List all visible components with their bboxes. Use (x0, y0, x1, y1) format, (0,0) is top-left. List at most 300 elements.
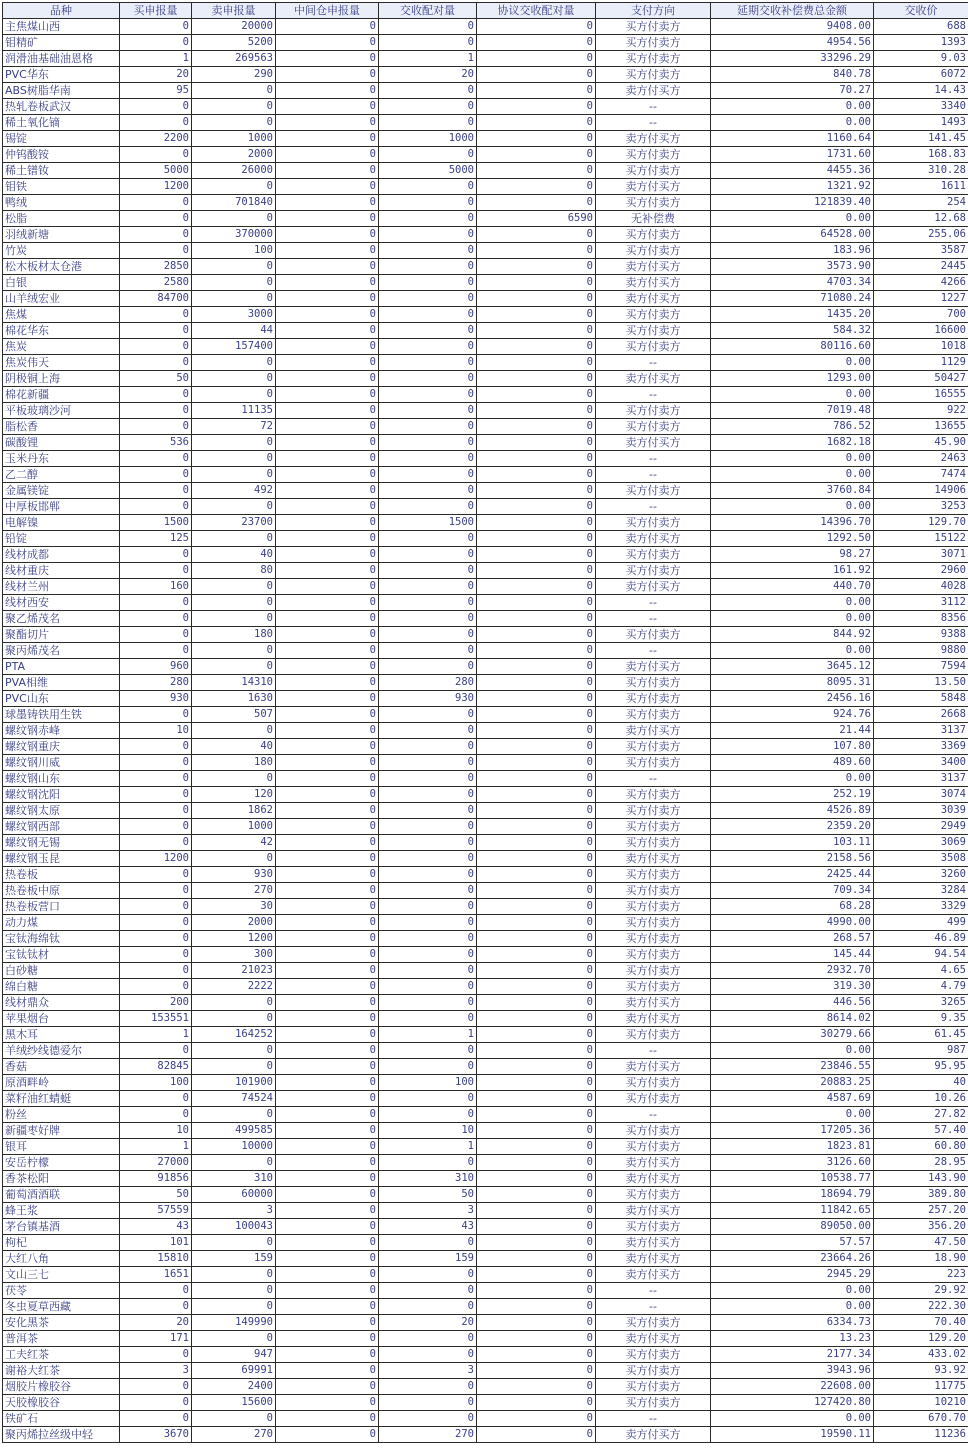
delivery-price-cell: 3074 (874, 787, 968, 803)
buy-qty-cell: 0 (120, 35, 192, 51)
buy-qty-cell: 171 (120, 1331, 192, 1347)
agreement-matched-qty-cell: 0 (477, 451, 596, 467)
header-sell-qty: 卖申报量 (192, 3, 276, 19)
delivery-matched-qty-cell: 0 (379, 179, 477, 195)
table-row (3, 1427, 968, 1443)
payment-direction-cell: 买方付卖方 (596, 1091, 711, 1107)
table-row (3, 1123, 968, 1139)
delivery-price-cell: 40 (874, 1075, 968, 1091)
middle-warehouse-qty-cell: 0 (276, 947, 379, 963)
buy-qty-cell: 0 (120, 963, 192, 979)
commodity-cell: 新疆枣好牌 (3, 1123, 120, 1139)
delivery-price-cell: 12.68 (874, 211, 968, 227)
commodity-cell: 焦炭 (3, 339, 120, 355)
buy-qty-cell: 0 (120, 1379, 192, 1395)
delivery-price-cell: 3340 (874, 99, 968, 115)
commodity-cell: 金属镁锭 (3, 483, 120, 499)
buy-qty-cell: 0 (120, 467, 192, 483)
compensation-total-cell: 2359.20 (711, 819, 874, 835)
header-deferred-compensation-total: 延期交收补偿费总金额 (711, 3, 874, 19)
table-row (3, 1267, 968, 1283)
agreement-matched-qty-cell: 0 (477, 627, 596, 643)
delivery-matched-qty-cell: 0 (379, 771, 477, 787)
middle-warehouse-qty-cell: 0 (276, 1187, 379, 1203)
buy-qty-cell: 536 (120, 435, 192, 451)
payment-direction-cell: 买方付卖方 (596, 867, 711, 883)
commodity-cell: 螺纹钢西部 (3, 819, 120, 835)
agreement-matched-qty-cell: 0 (477, 419, 596, 435)
buy-qty-cell: 91856 (120, 1171, 192, 1187)
sell-qty-cell: 0 (192, 723, 276, 739)
payment-direction-cell: -- (596, 1283, 711, 1299)
commodity-cell: 茯苓 (3, 1283, 120, 1299)
delivery-price-cell: 922 (874, 403, 968, 419)
middle-warehouse-qty-cell: 0 (276, 1219, 379, 1235)
payment-direction-cell: 买方付卖方 (596, 1379, 711, 1395)
buy-qty-cell: 0 (120, 243, 192, 259)
buy-qty-cell: 0 (120, 1091, 192, 1107)
delivery-matched-qty-cell: 0 (379, 355, 477, 371)
table-row (3, 835, 968, 851)
table-row (3, 67, 968, 83)
middle-warehouse-qty-cell: 0 (276, 1011, 379, 1027)
commodity-cell: 线材兰州 (3, 579, 120, 595)
payment-direction-cell: 买方付卖方 (596, 1187, 711, 1203)
agreement-matched-qty-cell: 0 (477, 1267, 596, 1283)
table-row (3, 1091, 968, 1107)
buy-qty-cell: 0 (120, 147, 192, 163)
delivery-matched-qty-cell: 0 (379, 547, 477, 563)
payment-direction-cell: -- (596, 771, 711, 787)
delivery-price-cell: 3137 (874, 723, 968, 739)
delivery-matched-qty-cell: 0 (379, 323, 477, 339)
middle-warehouse-qty-cell: 0 (276, 611, 379, 627)
agreement-matched-qty-cell: 0 (477, 947, 596, 963)
middle-warehouse-qty-cell: 0 (276, 915, 379, 931)
commodity-cell: 聚丙烯茂名 (3, 643, 120, 659)
agreement-matched-qty-cell: 0 (477, 387, 596, 403)
agreement-matched-qty-cell: 0 (477, 579, 596, 595)
payment-direction-cell: 买方付卖方 (596, 947, 711, 963)
sell-qty-cell: 1630 (192, 691, 276, 707)
delivery-price-cell: 3260 (874, 867, 968, 883)
delivery-matched-qty-cell: 20 (379, 67, 477, 83)
table-row (3, 115, 968, 131)
buy-qty-cell: 5000 (120, 163, 192, 179)
delivery-price-cell: 94.54 (874, 947, 968, 963)
buy-qty-cell: 0 (120, 787, 192, 803)
buy-qty-cell: 0 (120, 387, 192, 403)
delivery-matched-qty-cell: 0 (379, 211, 477, 227)
sell-qty-cell: 2400 (192, 1379, 276, 1395)
middle-warehouse-qty-cell: 0 (276, 147, 379, 163)
payment-direction-cell: 买方付卖方 (596, 675, 711, 691)
agreement-matched-qty-cell: 0 (477, 1347, 596, 1363)
middle-warehouse-qty-cell: 0 (276, 1427, 379, 1443)
agreement-matched-qty-cell: 0 (477, 1139, 596, 1155)
table-row (3, 355, 968, 371)
middle-warehouse-qty-cell: 0 (276, 339, 379, 355)
buy-qty-cell: 3670 (120, 1427, 192, 1443)
payment-direction-cell: 买方付卖方 (596, 163, 711, 179)
payment-direction-cell: 买方付卖方 (596, 819, 711, 835)
sell-qty-cell: 60000 (192, 1187, 276, 1203)
middle-warehouse-qty-cell: 0 (276, 979, 379, 995)
payment-direction-cell: -- (596, 499, 711, 515)
payment-direction-cell: 买方付卖方 (596, 19, 711, 35)
agreement-matched-qty-cell: 0 (477, 483, 596, 499)
agreement-matched-qty-cell: 0 (477, 259, 596, 275)
agreement-matched-qty-cell: 0 (477, 1187, 596, 1203)
agreement-matched-qty-cell: 0 (477, 1107, 596, 1123)
agreement-matched-qty-cell: 0 (477, 147, 596, 163)
delivery-price-cell: 670.70 (874, 1411, 968, 1427)
table-row (3, 499, 968, 515)
delivery-price-cell: 141.45 (874, 131, 968, 147)
middle-warehouse-qty-cell: 0 (276, 1139, 379, 1155)
table-row (3, 1043, 968, 1059)
agreement-matched-qty-cell: 0 (477, 563, 596, 579)
compensation-total-cell: 0.00 (711, 595, 874, 611)
compensation-total-cell: 19590.11 (711, 1427, 874, 1443)
agreement-matched-qty-cell: 6590 (477, 211, 596, 227)
commodity-cell: 阴极铜上海 (3, 371, 120, 387)
buy-qty-cell: 0 (120, 211, 192, 227)
commodity-cell: 铅锭 (3, 531, 120, 547)
compensation-total-cell: 0.00 (711, 1107, 874, 1123)
compensation-total-cell: 0.00 (711, 1283, 874, 1299)
commodity-cell: 螺纹钢重庆 (3, 739, 120, 755)
agreement-matched-qty-cell: 0 (477, 771, 596, 787)
delivery-price-cell: 1493 (874, 115, 968, 131)
agreement-matched-qty-cell: 0 (477, 1011, 596, 1027)
middle-warehouse-qty-cell: 0 (276, 867, 379, 883)
compensation-total-cell: 786.52 (711, 419, 874, 435)
sell-qty-cell: 0 (192, 1299, 276, 1315)
delivery-matched-qty-cell: 0 (379, 1379, 477, 1395)
delivery-matched-qty-cell: 0 (379, 99, 477, 115)
commodity-cell: 螺纹钢山东 (3, 771, 120, 787)
agreement-matched-qty-cell: 0 (477, 1155, 596, 1171)
buy-qty-cell: 95 (120, 83, 192, 99)
buy-qty-cell: 0 (120, 979, 192, 995)
delivery-matched-qty-cell: 0 (379, 707, 477, 723)
delivery-matched-qty-cell: 0 (379, 627, 477, 643)
table-row (3, 1059, 968, 1075)
agreement-matched-qty-cell: 0 (477, 979, 596, 995)
compensation-total-cell: 4526.89 (711, 803, 874, 819)
middle-warehouse-qty-cell: 0 (276, 499, 379, 515)
delivery-price-cell: 9388 (874, 627, 968, 643)
middle-warehouse-qty-cell: 0 (276, 1411, 379, 1427)
buy-qty-cell: 160 (120, 579, 192, 595)
middle-warehouse-qty-cell: 0 (276, 275, 379, 291)
payment-direction-cell: 买方付卖方 (596, 1395, 711, 1411)
buy-qty-cell: 0 (120, 563, 192, 579)
payment-direction-cell: 买方付卖方 (596, 883, 711, 899)
payment-direction-cell: 买方付卖方 (596, 899, 711, 915)
delivery-matched-qty-cell: 3 (379, 1203, 477, 1219)
delivery-matched-qty-cell: 0 (379, 995, 477, 1011)
middle-warehouse-qty-cell: 0 (276, 899, 379, 915)
delivery-price-cell: 3587 (874, 243, 968, 259)
buy-qty-cell: 57559 (120, 1203, 192, 1219)
middle-warehouse-qty-cell: 0 (276, 355, 379, 371)
payment-direction-cell: 买方付卖方 (596, 1347, 711, 1363)
agreement-matched-qty-cell: 0 (477, 1235, 596, 1251)
delivery-matched-qty-cell: 0 (379, 1011, 477, 1027)
commodity-cell: 线材鼎众 (3, 995, 120, 1011)
table-row (3, 1347, 968, 1363)
buy-qty-cell: 0 (120, 483, 192, 499)
payment-direction-cell: -- (596, 611, 711, 627)
table-row (3, 467, 968, 483)
payment-direction-cell: 卖方付买方 (596, 83, 711, 99)
table-row (3, 771, 968, 787)
sell-qty-cell: 15600 (192, 1395, 276, 1411)
middle-warehouse-qty-cell: 0 (276, 1299, 379, 1315)
payment-direction-cell: -- (596, 1299, 711, 1315)
delivery-matched-qty-cell: 0 (379, 1331, 477, 1347)
commodity-cell: 烟胶片橡胶谷 (3, 1379, 120, 1395)
table-row (3, 131, 968, 147)
middle-warehouse-qty-cell: 0 (276, 1059, 379, 1075)
buy-qty-cell: 10 (120, 723, 192, 739)
compensation-total-cell: 11842.65 (711, 1203, 874, 1219)
compensation-total-cell: 33296.29 (711, 51, 874, 67)
sell-qty-cell: 0 (192, 291, 276, 307)
table-row (3, 1283, 968, 1299)
sell-qty-cell: 0 (192, 275, 276, 291)
payment-direction-cell: 卖方付买方 (596, 1059, 711, 1075)
sell-qty-cell: 492 (192, 483, 276, 499)
table-row (3, 1011, 968, 1027)
delivery-price-cell: 29.92 (874, 1283, 968, 1299)
middle-warehouse-qty-cell: 0 (276, 243, 379, 259)
middle-warehouse-qty-cell: 0 (276, 1203, 379, 1219)
commodity-cell: 聚酯切片 (3, 627, 120, 643)
payment-direction-cell: 买方付卖方 (596, 787, 711, 803)
table-row (3, 755, 968, 771)
table-row (3, 1027, 968, 1043)
payment-direction-cell: 卖方付买方 (596, 179, 711, 195)
compensation-total-cell: 107.80 (711, 739, 874, 755)
buy-qty-cell: 0 (120, 419, 192, 435)
compensation-total-cell: 3943.96 (711, 1363, 874, 1379)
delivery-matched-qty-cell: 0 (379, 755, 477, 771)
sell-qty-cell: 23700 (192, 515, 276, 531)
agreement-matched-qty-cell: 0 (477, 355, 596, 371)
payment-direction-cell: 卖方付买方 (596, 275, 711, 291)
buy-qty-cell: 0 (120, 307, 192, 323)
compensation-total-cell: 440.70 (711, 579, 874, 595)
agreement-matched-qty-cell: 0 (477, 163, 596, 179)
buy-qty-cell: 0 (120, 899, 192, 915)
buy-qty-cell: 125 (120, 531, 192, 547)
buy-qty-cell: 0 (120, 1395, 192, 1411)
sell-qty-cell: 507 (192, 707, 276, 723)
delivery-matched-qty-cell: 0 (379, 483, 477, 499)
buy-qty-cell: 0 (120, 547, 192, 563)
delivery-matched-qty-cell: 0 (379, 867, 477, 883)
agreement-matched-qty-cell: 0 (477, 51, 596, 67)
agreement-matched-qty-cell: 0 (477, 515, 596, 531)
delivery-matched-qty-cell: 0 (379, 1347, 477, 1363)
delivery-price-cell: 700 (874, 307, 968, 323)
delivery-price-cell: 16600 (874, 323, 968, 339)
middle-warehouse-qty-cell: 0 (276, 115, 379, 131)
sell-qty-cell: 0 (192, 1267, 276, 1283)
buy-qty-cell: 153551 (120, 1011, 192, 1027)
buy-qty-cell: 0 (120, 1043, 192, 1059)
delivery-matched-qty-cell: 0 (379, 947, 477, 963)
delivery-matched-qty-cell: 0 (379, 819, 477, 835)
delivery-matched-qty-cell: 0 (379, 563, 477, 579)
payment-direction-cell: 买方付卖方 (596, 67, 711, 83)
compensation-total-cell: 0.00 (711, 771, 874, 787)
sell-qty-cell: 0 (192, 1235, 276, 1251)
table-row (3, 275, 968, 291)
commodity-cell: 安化黑茶 (3, 1315, 120, 1331)
compensation-total-cell: 3645.12 (711, 659, 874, 675)
delivery-price-cell: 255.06 (874, 227, 968, 243)
payment-direction-cell: 买方付卖方 (596, 691, 711, 707)
buy-qty-cell: 101 (120, 1235, 192, 1251)
delivery-matched-qty-cell: 5000 (379, 163, 477, 179)
buy-qty-cell: 0 (120, 947, 192, 963)
delivery-matched-qty-cell: 0 (379, 611, 477, 627)
compensation-total-cell: 1731.60 (711, 147, 874, 163)
delivery-matched-qty-cell: 0 (379, 275, 477, 291)
middle-warehouse-qty-cell: 0 (276, 851, 379, 867)
agreement-matched-qty-cell: 0 (477, 755, 596, 771)
payment-direction-cell: 买方付卖方 (596, 563, 711, 579)
compensation-total-cell: 2177.34 (711, 1347, 874, 1363)
middle-warehouse-qty-cell: 0 (276, 1235, 379, 1251)
table-row (3, 899, 968, 915)
middle-warehouse-qty-cell: 0 (276, 1379, 379, 1395)
middle-warehouse-qty-cell: 0 (276, 19, 379, 35)
payment-direction-cell: 买方付卖方 (596, 147, 711, 163)
sell-qty-cell: 0 (192, 531, 276, 547)
buy-qty-cell: 0 (120, 195, 192, 211)
sell-qty-cell: 20000 (192, 19, 276, 35)
buy-qty-cell: 1 (120, 51, 192, 67)
payment-direction-cell: -- (596, 451, 711, 467)
buy-qty-cell: 0 (120, 403, 192, 419)
commodity-cell: 稀土镨钕 (3, 163, 120, 179)
buy-qty-cell: 0 (120, 819, 192, 835)
compensation-total-cell: 21.44 (711, 723, 874, 739)
table-row (3, 51, 968, 67)
delivery-matched-qty-cell: 0 (379, 739, 477, 755)
payment-direction-cell: 买方付卖方 (596, 1027, 711, 1043)
payment-direction-cell: 买方付卖方 (596, 1139, 711, 1155)
sell-qty-cell: 80 (192, 563, 276, 579)
payment-direction-cell: 卖方付买方 (596, 371, 711, 387)
table-row (3, 483, 968, 499)
commodity-cell: 聚丙烯拉丝级中轻 (3, 1427, 120, 1443)
payment-direction-cell: 买方付卖方 (596, 915, 711, 931)
sell-qty-cell: 499585 (192, 1123, 276, 1139)
delivery-price-cell: 3253 (874, 499, 968, 515)
buy-qty-cell: 20 (120, 1315, 192, 1331)
commodity-cell: 螺纹钢无锡 (3, 835, 120, 851)
payment-direction-cell: 买方付卖方 (596, 979, 711, 995)
agreement-matched-qty-cell: 0 (477, 1203, 596, 1219)
sell-qty-cell: 149990 (192, 1315, 276, 1331)
compensation-total-cell: 0.00 (711, 1043, 874, 1059)
compensation-total-cell: 13.23 (711, 1331, 874, 1347)
payment-direction-cell: 卖方付买方 (596, 723, 711, 739)
buy-qty-cell: 0 (120, 99, 192, 115)
delivery-price-cell: 7594 (874, 659, 968, 675)
delivery-matched-qty-cell: 0 (379, 387, 477, 403)
payment-direction-cell: 买方付卖方 (596, 51, 711, 67)
middle-warehouse-qty-cell: 0 (276, 1027, 379, 1043)
commodity-cell: 香茶松阳 (3, 1171, 120, 1187)
commodity-cell: 白银 (3, 275, 120, 291)
payment-direction-cell: 买方付卖方 (596, 1363, 711, 1379)
compensation-total-cell: 844.92 (711, 627, 874, 643)
compensation-total-cell: 319.30 (711, 979, 874, 995)
commodity-cell: 绵白糖 (3, 979, 120, 995)
delivery-price-cell: 18.90 (874, 1251, 968, 1267)
sell-qty-cell: 10000 (192, 1139, 276, 1155)
compensation-total-cell: 924.76 (711, 707, 874, 723)
sell-qty-cell: 0 (192, 371, 276, 387)
compensation-total-cell: 0.00 (711, 451, 874, 467)
compensation-total-cell: 0.00 (711, 499, 874, 515)
agreement-matched-qty-cell: 0 (477, 1395, 596, 1411)
delivery-matched-qty-cell: 0 (379, 371, 477, 387)
table-row (3, 19, 968, 35)
agreement-matched-qty-cell: 0 (477, 83, 596, 99)
delivery-matched-qty-cell: 0 (379, 339, 477, 355)
commodity-cell: 稀土氧化镝 (3, 115, 120, 131)
commodity-cell: ABS树脂华南 (3, 83, 120, 99)
table-row (3, 851, 968, 867)
sell-qty-cell: 0 (192, 83, 276, 99)
table-row (3, 1075, 968, 1091)
compensation-total-cell: 840.78 (711, 67, 874, 83)
delivery-matched-qty-cell: 0 (379, 115, 477, 131)
sell-qty-cell: 44 (192, 323, 276, 339)
sell-qty-cell: 0 (192, 99, 276, 115)
commodity-cell: 香菇 (3, 1059, 120, 1075)
payment-direction-cell: 买方付卖方 (596, 1123, 711, 1139)
middle-warehouse-qty-cell: 0 (276, 227, 379, 243)
commodity-cell: 平板玻璃沙河 (3, 403, 120, 419)
table-row (3, 1411, 968, 1427)
sell-qty-cell: 947 (192, 1347, 276, 1363)
delivery-matched-qty-cell: 0 (379, 595, 477, 611)
payment-direction-cell: -- (596, 467, 711, 483)
delivery-price-cell: 11775 (874, 1379, 968, 1395)
delivery-price-cell: 93.92 (874, 1363, 968, 1379)
agreement-matched-qty-cell: 0 (477, 1283, 596, 1299)
table-row (3, 1363, 968, 1379)
sell-qty-cell: 290 (192, 67, 276, 83)
middle-warehouse-qty-cell: 0 (276, 179, 379, 195)
sell-qty-cell: 157400 (192, 339, 276, 355)
delivery-matched-qty-cell: 0 (379, 579, 477, 595)
middle-warehouse-qty-cell: 0 (276, 1155, 379, 1171)
commodity-cell: 钼精矿 (3, 35, 120, 51)
payment-direction-cell: -- (596, 595, 711, 611)
commodity-cell: 枸杞 (3, 1235, 120, 1251)
sell-qty-cell: 0 (192, 851, 276, 867)
